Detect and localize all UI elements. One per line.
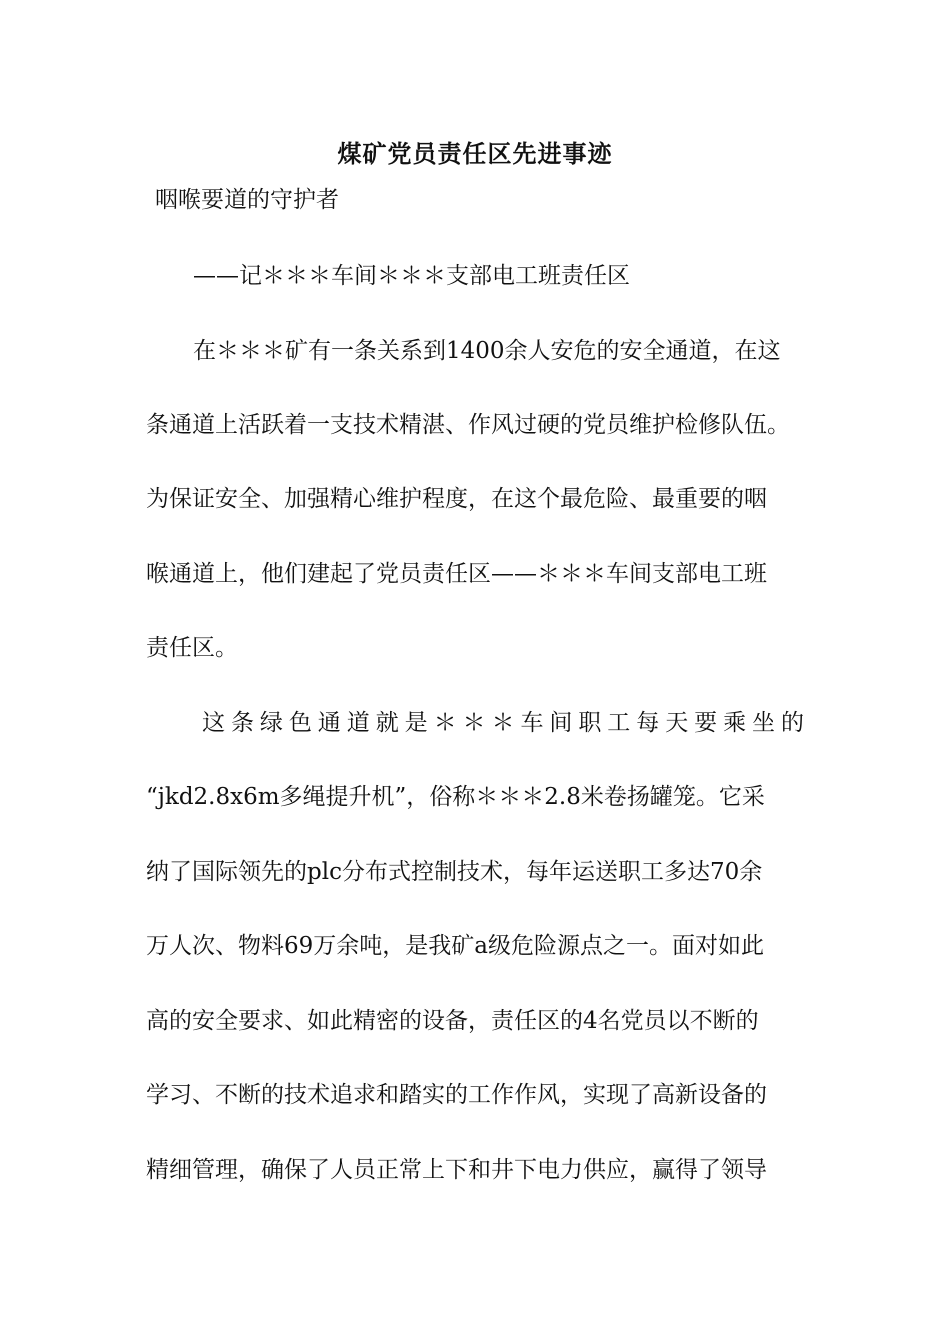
document-title: 煤矿党员责任区先进事迹 <box>337 139 613 168</box>
paragraph-2-line: 高的安全要求、如此精密的设备，责任区的4名党员以不断的 <box>146 1008 759 1034</box>
paragraph-2-line: 学习、不断的技术追求和踏实的工作作风，实现了高新设备的 <box>146 1082 767 1108</box>
paragraph-2-line: 万人次、物料69万余吨，是我矿a级危险源点之一。面对如此 <box>146 933 764 959</box>
document-subtitle: 咽喉要道的守护者 <box>155 187 339 213</box>
paragraph-1-line: 在＊＊＊矿有一条关系到1400余人安危的安全通道，在这 <box>193 338 781 364</box>
paragraph-2-line: 纳了国际领先的plc分布式控制技术，每年运送职工多达70余 <box>146 859 763 885</box>
document-byline: ——记＊＊＊车间＊＊＊支部电工班责任区 <box>193 263 630 289</box>
paragraph-1-line: 责任区。 <box>146 635 238 661</box>
paragraph-2-line: 这条绿色通道就是＊＊＊车间职工每天要乘坐的 <box>202 710 804 736</box>
paragraph-1-line: 条通道上活跃着一支技术精湛、作风过硬的党员维护检修队伍。 <box>146 412 790 438</box>
paragraph-2-line: 精细管理，确保了人员正常上下和井下电力供应，赢得了领导 <box>146 1157 767 1183</box>
paragraph-2-line: “jkd2.8x6m多绳提升机”，俗称＊＊＊2.8米卷扬罐笼。它采 <box>146 784 765 810</box>
paragraph-1-line: 为保证安全、加强精心维护程度，在这个最危险、最重要的咽 <box>146 486 767 512</box>
paragraph-1-line: 喉通道上，他们建起了党员责任区——＊＊＊车间支部电工班 <box>146 561 767 587</box>
